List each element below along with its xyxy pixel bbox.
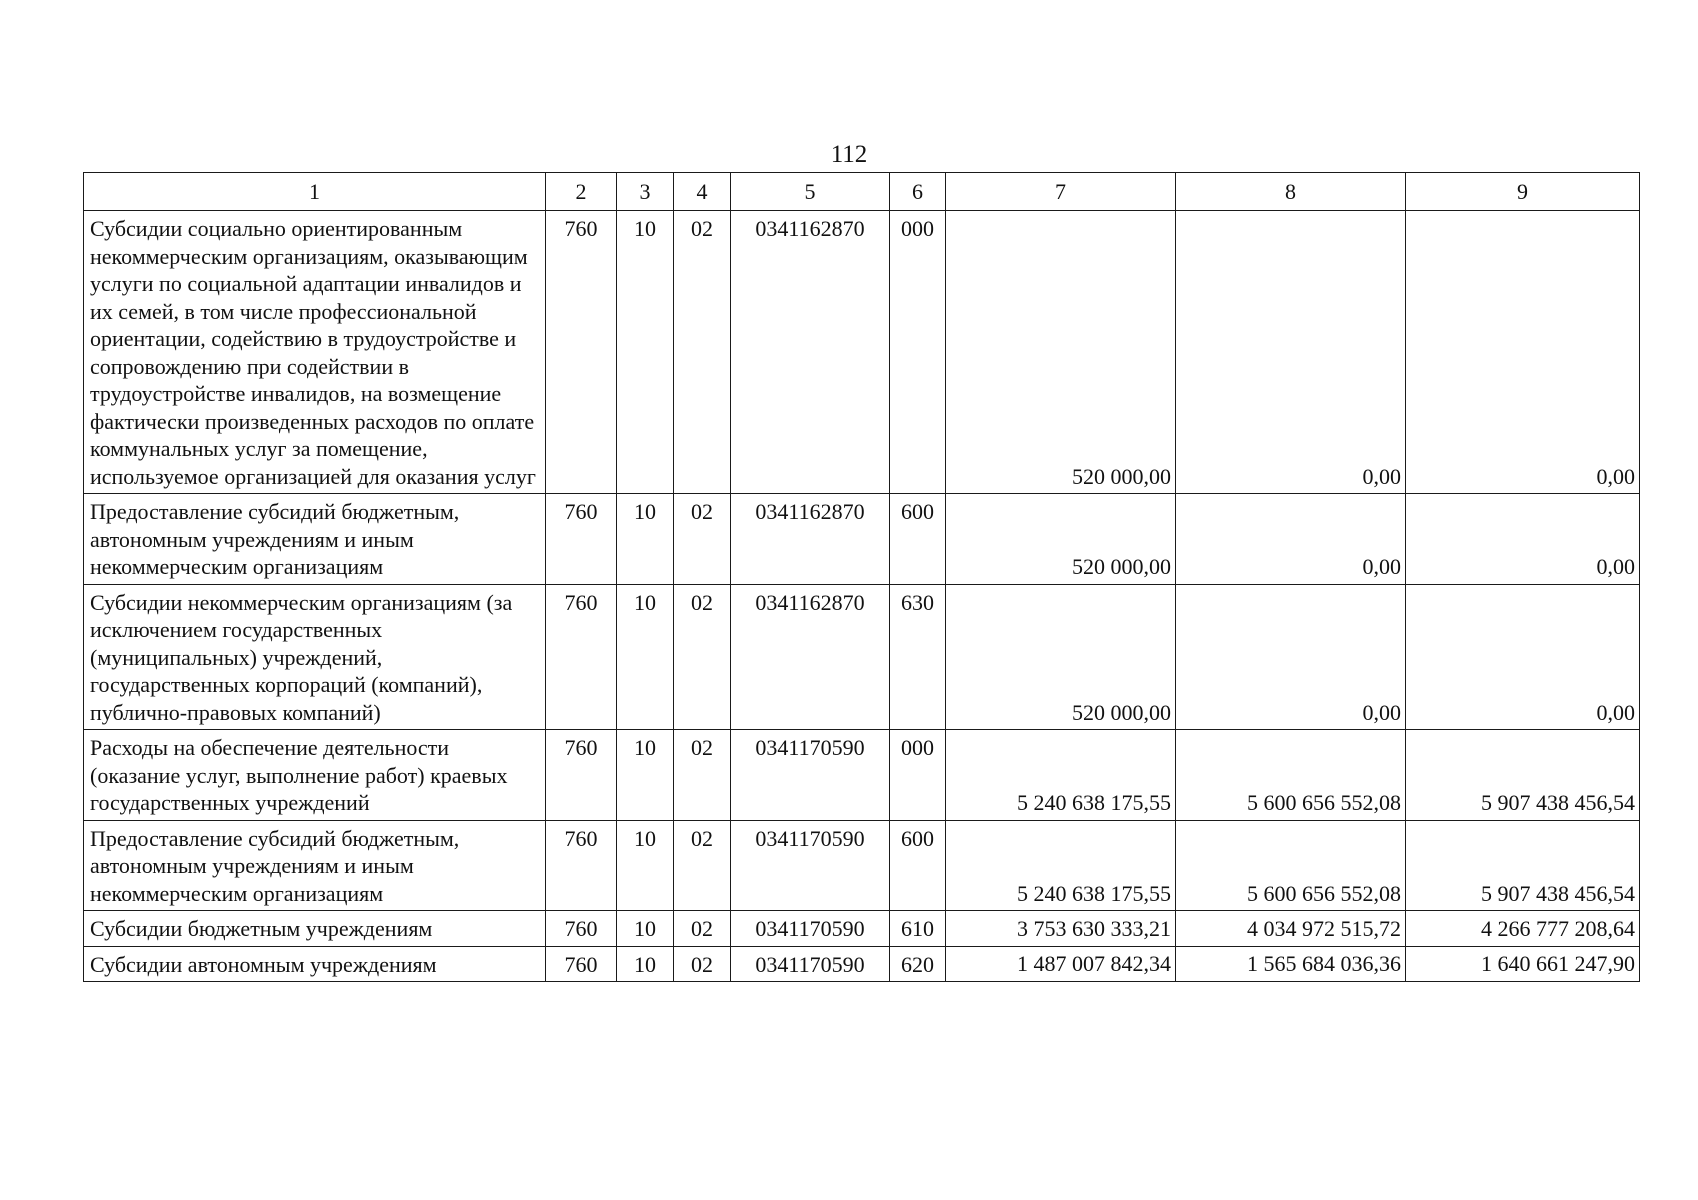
row-code-6: 600 <box>890 494 946 585</box>
row-code-5: 0341162870 <box>731 584 890 730</box>
row-code-4: 02 <box>674 730 731 821</box>
row-code-3: 10 <box>617 494 674 585</box>
row-amount-9: 1 640 661 247,90 <box>1406 946 1640 982</box>
row-code-2: 760 <box>546 494 617 585</box>
row-name: Предоставление субсидий бюджетным, автономным учреждениям и иным некоммерческим организациям <box>84 820 546 911</box>
row-name: Предоставление субсидий бюджетным, автономным учреждениям и иным некоммерческим организациям <box>84 494 546 585</box>
row-code-6: 610 <box>890 911 946 947</box>
row-amount-9: 5 907 438 456,54 <box>1406 730 1640 821</box>
row-code-5: 0341170590 <box>731 730 890 821</box>
header-col-2: 2 <box>546 173 617 211</box>
row-code-3: 10 <box>617 911 674 947</box>
table-row <box>84 911 1640 947</box>
row-amount-8: 1 565 684 036,36 <box>1176 946 1406 982</box>
row-amount-8: 0,00 <box>1176 494 1406 585</box>
row-code-4: 02 <box>674 584 731 730</box>
row-amount-8: 5 600 656 552,08 <box>1176 730 1406 821</box>
row-amount-7: 5 240 638 175,55 <box>946 820 1176 911</box>
row-code-6: 620 <box>890 946 946 982</box>
table-row <box>84 211 1640 494</box>
row-amount-9: 0,00 <box>1406 211 1640 494</box>
row-code-6: 000 <box>890 211 946 494</box>
header-col-5: 5 <box>731 173 890 211</box>
row-code-6: 630 <box>890 584 946 730</box>
row-name: Субсидии социально ориентированным некоммерческим организациям, оказывающим услуги по социальной адаптации инвалидов и их семей, в том числе профессиональной ориентации, содействию в трудоустройстве и сопровождению при содействии в трудоустройстве инвалидов, на возмещение фактически произведенных расходов по оплате коммунальных услуг за помещение, используемое организацией для оказания услуг <box>84 211 546 494</box>
budget-table <box>83 172 1640 982</box>
header-row <box>84 173 1640 211</box>
header-col-3: 3 <box>617 173 674 211</box>
row-code-2: 760 <box>546 730 617 821</box>
row-amount-7: 3 753 630 333,21 <box>946 911 1176 947</box>
row-amount-8: 4 034 972 515,72 <box>1176 911 1406 947</box>
row-code-5: 0341162870 <box>731 494 890 585</box>
row-amount-7: 1 487 007 842,34 <box>946 946 1176 982</box>
row-amount-7: 5 240 638 175,55 <box>946 730 1176 821</box>
row-name: Расходы на обеспечение деятельности (оказание услуг, выполнение работ) краевых государственных учреждений <box>84 730 546 821</box>
table-row <box>84 584 1640 730</box>
row-code-3: 10 <box>617 946 674 982</box>
header-col-9: 9 <box>1406 173 1640 211</box>
row-code-5: 0341170590 <box>731 820 890 911</box>
row-code-4: 02 <box>674 911 731 947</box>
row-code-5: 0341162870 <box>731 211 890 494</box>
header-col-8: 8 <box>1176 173 1406 211</box>
row-amount-7: 520 000,00 <box>946 584 1176 730</box>
row-code-3: 10 <box>617 820 674 911</box>
row-code-6: 000 <box>890 730 946 821</box>
table-row <box>84 820 1640 911</box>
row-name: Субсидии автономным учреждениям <box>84 946 546 982</box>
row-code-2: 760 <box>546 820 617 911</box>
row-amount-9: 5 907 438 456,54 <box>1406 820 1640 911</box>
row-code-4: 02 <box>674 946 731 982</box>
row-code-5: 0341170590 <box>731 911 890 947</box>
row-code-3: 10 <box>617 584 674 730</box>
page-number: 112 <box>830 141 868 168</box>
row-code-6: 600 <box>890 820 946 911</box>
header-col-6: 6 <box>890 173 946 211</box>
row-code-4: 02 <box>674 494 731 585</box>
row-amount-9: 0,00 <box>1406 494 1640 585</box>
row-amount-7: 520 000,00 <box>946 494 1176 585</box>
row-amount-8: 0,00 <box>1176 584 1406 730</box>
table-row <box>84 494 1640 585</box>
row-code-2: 760 <box>546 211 617 494</box>
row-amount-8: 5 600 656 552,08 <box>1176 820 1406 911</box>
table-row <box>84 730 1640 821</box>
row-name: Субсидии бюджетным учреждениям <box>84 911 546 947</box>
header-col-4: 4 <box>674 173 731 211</box>
row-amount-9: 4 266 777 208,64 <box>1406 911 1640 947</box>
row-code-2: 760 <box>546 946 617 982</box>
row-amount-7: 520 000,00 <box>946 211 1176 494</box>
table-row <box>84 946 1640 982</box>
header-col-1: 1 <box>84 173 546 211</box>
row-code-2: 760 <box>546 584 617 730</box>
row-code-5: 0341170590 <box>731 946 890 982</box>
row-code-2: 760 <box>546 911 617 947</box>
row-code-4: 02 <box>674 820 731 911</box>
row-amount-8: 0,00 <box>1176 211 1406 494</box>
row-code-3: 10 <box>617 730 674 821</box>
row-code-3: 10 <box>617 211 674 494</box>
header-col-7: 7 <box>946 173 1176 211</box>
row-code-4: 02 <box>674 211 731 494</box>
row-amount-9: 0,00 <box>1406 584 1640 730</box>
row-name: Субсидии некоммерческим организациям (за исключением государственных (муниципальных) учреждений, государственных корпораций (компаний), публично-правовых компаний) <box>84 584 546 730</box>
